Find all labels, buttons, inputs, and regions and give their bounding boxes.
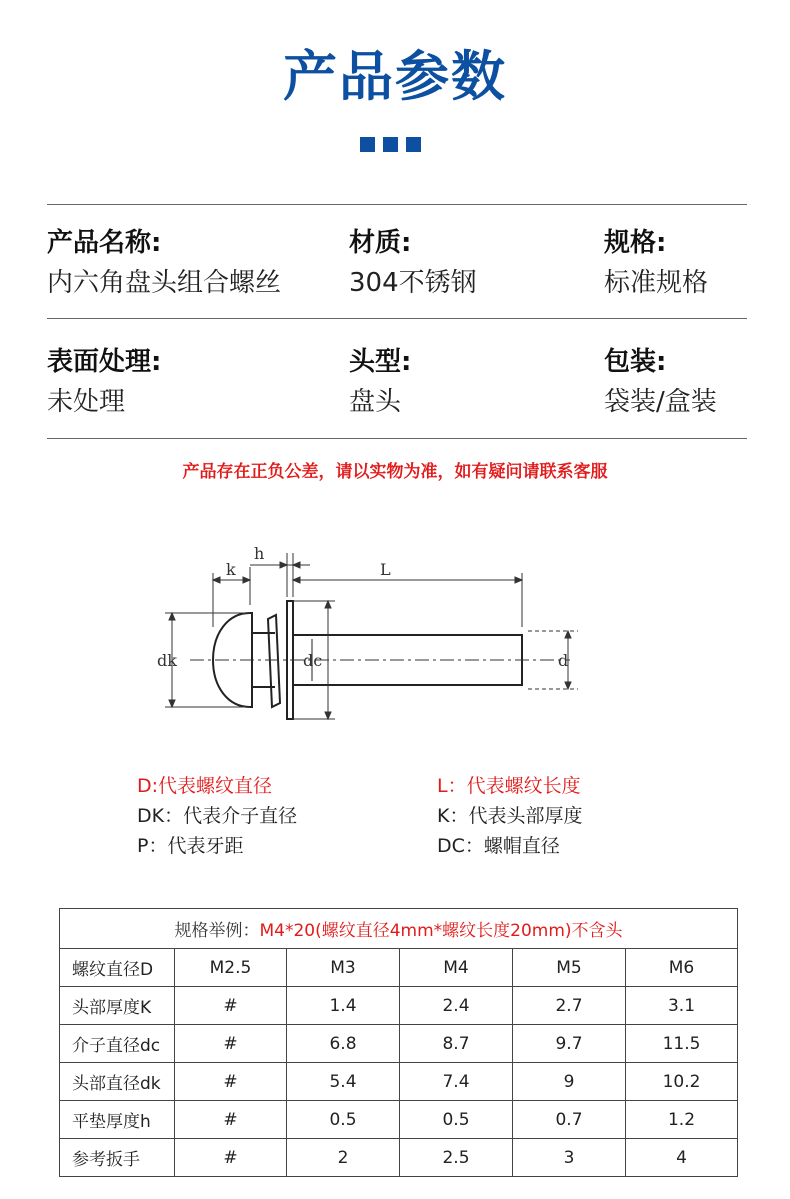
row-header: 头部厚度K (60, 987, 175, 1025)
divider (47, 204, 747, 205)
spec-value: 盘头 (349, 387, 402, 417)
legend-dc: DC：螺帽直径 (437, 835, 560, 857)
divider (47, 438, 747, 439)
spec-label: 规格: (604, 228, 667, 258)
table-cell: 9 (513, 1063, 626, 1101)
table-cell: 11.5 (626, 1025, 738, 1063)
table-row (60, 1063, 738, 1101)
legend-k: K：代表头部厚度 (437, 805, 583, 827)
table-cell: 8.7 (400, 1025, 513, 1063)
table-cell: M3 (287, 949, 400, 987)
spec-label: 头型: (349, 347, 412, 377)
row-header: 平垫厚度h (60, 1101, 175, 1139)
table-cell: 2 (287, 1139, 400, 1177)
row-header: 介子直径dc (60, 1025, 175, 1063)
table-cell: # (175, 987, 287, 1025)
table-cell: 5.4 (287, 1063, 400, 1101)
caption-value: M4*20(螺纹直径4mm*螺纹长度20mm)不含头 (259, 921, 623, 941)
spec-label: 产品名称: (47, 228, 162, 258)
table-row (60, 1025, 738, 1063)
table-caption (60, 909, 738, 949)
table-cell: 3 (513, 1139, 626, 1177)
table-cell: 2.4 (400, 987, 513, 1025)
row-header: 螺纹直径D (60, 949, 175, 987)
page-title: 产品参数 (283, 45, 507, 108)
table-cell: 2.5 (400, 1139, 513, 1177)
table-cell: 0.7 (513, 1101, 626, 1139)
table-cell: 10.2 (626, 1063, 738, 1101)
table-cell: 1.2 (626, 1101, 738, 1139)
spec-table (59, 908, 738, 1177)
spec-label: 材质: (349, 228, 412, 258)
table-cell: M4 (400, 949, 513, 987)
spec-size (604, 225, 708, 301)
table-caption-row (60, 909, 738, 949)
table-cell: M2.5 (175, 949, 287, 987)
table-cell: # (175, 1025, 287, 1063)
legend-L: L：代表螺纹长度 (437, 775, 581, 797)
spec-packaging (604, 344, 717, 420)
spec-product-name (47, 225, 281, 301)
table-cell: 4 (626, 1139, 738, 1177)
table-cell: 9.7 (513, 1025, 626, 1063)
tolerance-notice: 产品存在正负公差，请以实物为准，如有疑问请联系客服 (182, 462, 608, 482)
spec-label: 表面处理: (47, 347, 162, 377)
label-L: L (380, 560, 391, 579)
spec-material (349, 225, 477, 301)
table-cell: 1.4 (287, 987, 400, 1025)
table-row (60, 987, 738, 1025)
table-row (60, 949, 738, 987)
legend-p: P：代表牙距 (137, 835, 244, 857)
table-row (60, 1101, 738, 1139)
spec-value: 未处理 (47, 387, 126, 417)
divider (47, 318, 747, 319)
spring-washer (268, 615, 280, 707)
label-d: d (558, 651, 569, 670)
table-cell: # (175, 1063, 287, 1101)
row-header: 参考扳手 (60, 1139, 175, 1177)
label-k: k (226, 560, 236, 579)
spec-value: 标准规格 (604, 268, 709, 298)
title-decoration (360, 137, 429, 156)
table-cell: 3.1 (626, 987, 738, 1025)
label-dc: dc (303, 651, 323, 670)
table-cell: # (175, 1139, 287, 1177)
table-cell: M5 (513, 949, 626, 987)
spec-label: 包装: (604, 347, 667, 377)
table-row (60, 1139, 738, 1177)
label-h: h (254, 544, 265, 563)
table-cell: 7.4 (400, 1063, 513, 1101)
table-cell: M6 (626, 949, 738, 987)
caption-key: 规格举例： (174, 921, 260, 941)
legend-dk: DK：代表介子直径 (137, 805, 298, 827)
table-cell: 0.5 (400, 1101, 513, 1139)
spec-surface (47, 344, 161, 420)
label-dk: dk (157, 651, 177, 670)
row-header: 头部直径dk (60, 1063, 175, 1101)
table-cell: # (175, 1101, 287, 1139)
spec-value: 袋装/盒装 (604, 387, 717, 417)
spec-value: 内六角盘头组合螺丝 (47, 268, 282, 298)
table-cell: 2.7 (513, 987, 626, 1025)
spec-head-type (349, 344, 411, 420)
table-cell: 6.8 (287, 1025, 400, 1063)
table-cell: 0.5 (287, 1101, 400, 1139)
legend-d: D:代表螺纹直径 (137, 775, 273, 797)
screw-dimension-diagram (150, 535, 590, 725)
spec-value: 304不锈钢 (349, 268, 477, 298)
